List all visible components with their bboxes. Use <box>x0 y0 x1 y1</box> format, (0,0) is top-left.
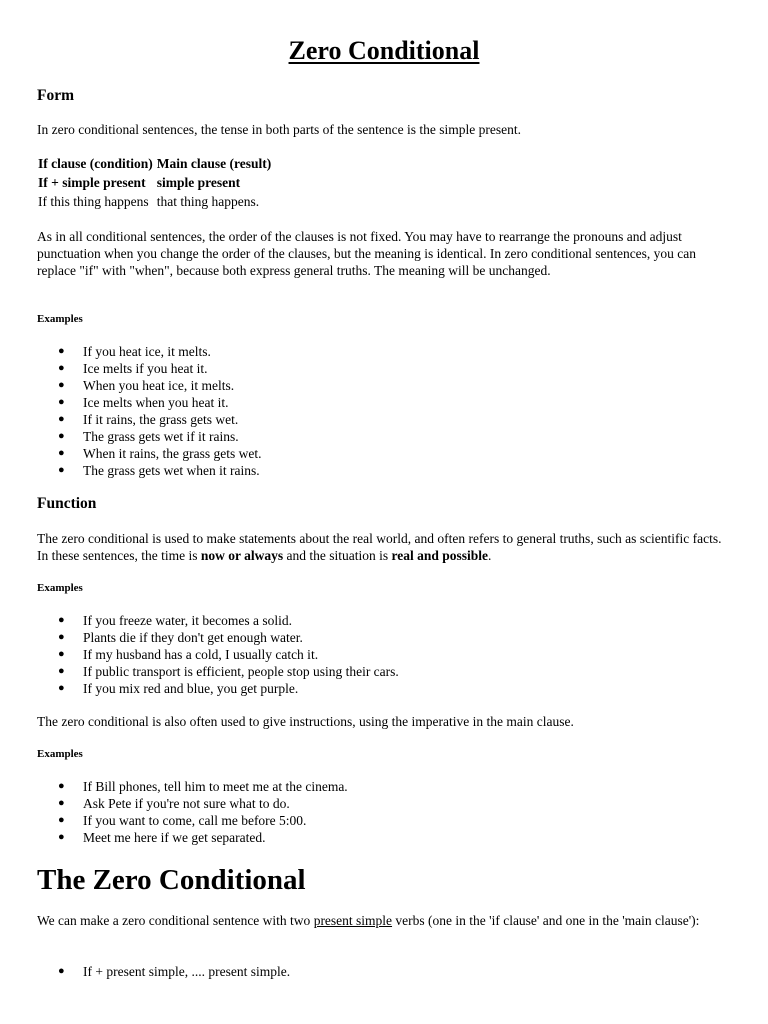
examples-label: Examples <box>37 313 83 325</box>
form-heading: Form <box>37 87 75 104</box>
present-simple-link[interactable]: present simple <box>313 913 393 928</box>
bullet-icon: ● <box>58 379 65 391</box>
function-examples-list <box>37 612 399 697</box>
bullet-icon: ● <box>58 464 65 476</box>
bullet-icon: ● <box>58 682 65 694</box>
list-item: ● Ice melts when you heat it. <box>58 395 229 410</box>
list-item: ● If public transport is efficient, people stop using their cars. <box>58 664 399 679</box>
table-header-main: Main clause (result) <box>156 156 272 171</box>
list-item: ● Meet me here if we get separated. <box>58 830 266 845</box>
list-item: ● If you freeze water, it becomes a solid. <box>58 613 292 628</box>
order-paragraph: As in all conditional sentences, the order of the clauses is not fixed. You may have to rearrange the pronouns and adjust punctuation when you change the order of the clauses, but the meaning is identical. In zero conditional sentences, you can replace "if" with "when", because both express general truths. The meaning will be unchanged. <box>37 229 697 278</box>
table-cell: If + simple present <box>38 175 146 190</box>
list-item: ● When it rains, the grass gets wet. <box>58 446 262 461</box>
bullet-icon: ● <box>58 614 65 626</box>
bullet-icon: ● <box>58 965 65 977</box>
table-cell: that thing happens. <box>156 194 260 209</box>
bullet-icon: ● <box>58 665 65 677</box>
bullet-icon: ● <box>58 831 65 843</box>
function-paragraph: The zero conditional is used to make statements about the real world, and often refers to general truths, such as scientific facts. In these sentences, the time is now or always and the situation is real and possible. <box>37 531 722 563</box>
bullet-icon: ● <box>58 430 65 442</box>
emphasis-real-and-possible: real and possible <box>391 548 488 563</box>
instructions-paragraph: The zero conditional is also often used to give instructions, using the imperative in the main clause. <box>37 714 574 729</box>
page-title: Zero Conditional <box>288 36 480 65</box>
list-item: ● The grass gets wet when it rains. <box>58 463 260 478</box>
list-item: ● If you heat ice, it melts. <box>58 344 211 359</box>
list-item: ● If you want to come, call me before 5:00. <box>58 813 307 828</box>
bullet-icon: ● <box>58 814 65 826</box>
list-item: ● When you heat ice, it melts. <box>58 378 235 393</box>
table-row <box>37 192 274 211</box>
examples-label: Examples <box>37 582 83 594</box>
form-examples-list <box>37 343 261 479</box>
list-item: ● If my husband has a cold, I usually catch it. <box>58 647 319 662</box>
list-item: ● If it rains, the grass gets wet. <box>58 412 239 427</box>
table-header-row <box>37 154 274 173</box>
table-row <box>37 173 274 192</box>
instruction-examples-list <box>37 778 348 846</box>
bullet-icon: ● <box>58 631 65 643</box>
bullet-icon: ● <box>58 362 65 374</box>
form-intro: In zero conditional sentences, the tense in both parts of the sentence is the simple present. <box>37 122 521 137</box>
list-item: ● Plants die if they don't get enough water. <box>58 630 303 645</box>
list-item: ● If you mix red and blue, you get purple. <box>58 681 299 696</box>
list-item: ● If Bill phones, tell him to meet me at the cinema. <box>58 779 348 794</box>
table-cell: If this thing happens <box>38 194 149 209</box>
list-item: ● If + present simple, .... present simple. <box>58 964 291 979</box>
bullet-icon: ● <box>58 648 65 660</box>
bullet-icon: ● <box>58 345 65 357</box>
bullet-icon: ● <box>58 780 65 792</box>
table-header-if: If clause (condition) <box>38 156 153 171</box>
list-item: ● The grass gets wet if it rains. <box>58 429 239 444</box>
bullet-icon: ● <box>58 396 65 408</box>
function-heading: Function <box>37 495 97 512</box>
list-item: ● Ice melts if you heat it. <box>58 361 208 376</box>
section-heading: The Zero Conditional <box>37 864 306 896</box>
section-bullets <box>37 963 290 980</box>
list-item: ● Ask Pete if you're not sure what to do. <box>58 796 290 811</box>
bullet-icon: ● <box>58 413 65 425</box>
bullet-icon: ● <box>58 797 65 809</box>
section-paragraph: We can make a zero conditional sentence with two present simple verbs (one in the 'if clause' and one in the 'main clause'): <box>37 913 700 928</box>
form-table <box>37 154 274 211</box>
bullet-icon: ● <box>58 447 65 459</box>
examples-label: Examples <box>37 748 83 760</box>
table-cell: simple present <box>156 175 241 190</box>
emphasis-now-or-always: now or always <box>200 548 284 563</box>
